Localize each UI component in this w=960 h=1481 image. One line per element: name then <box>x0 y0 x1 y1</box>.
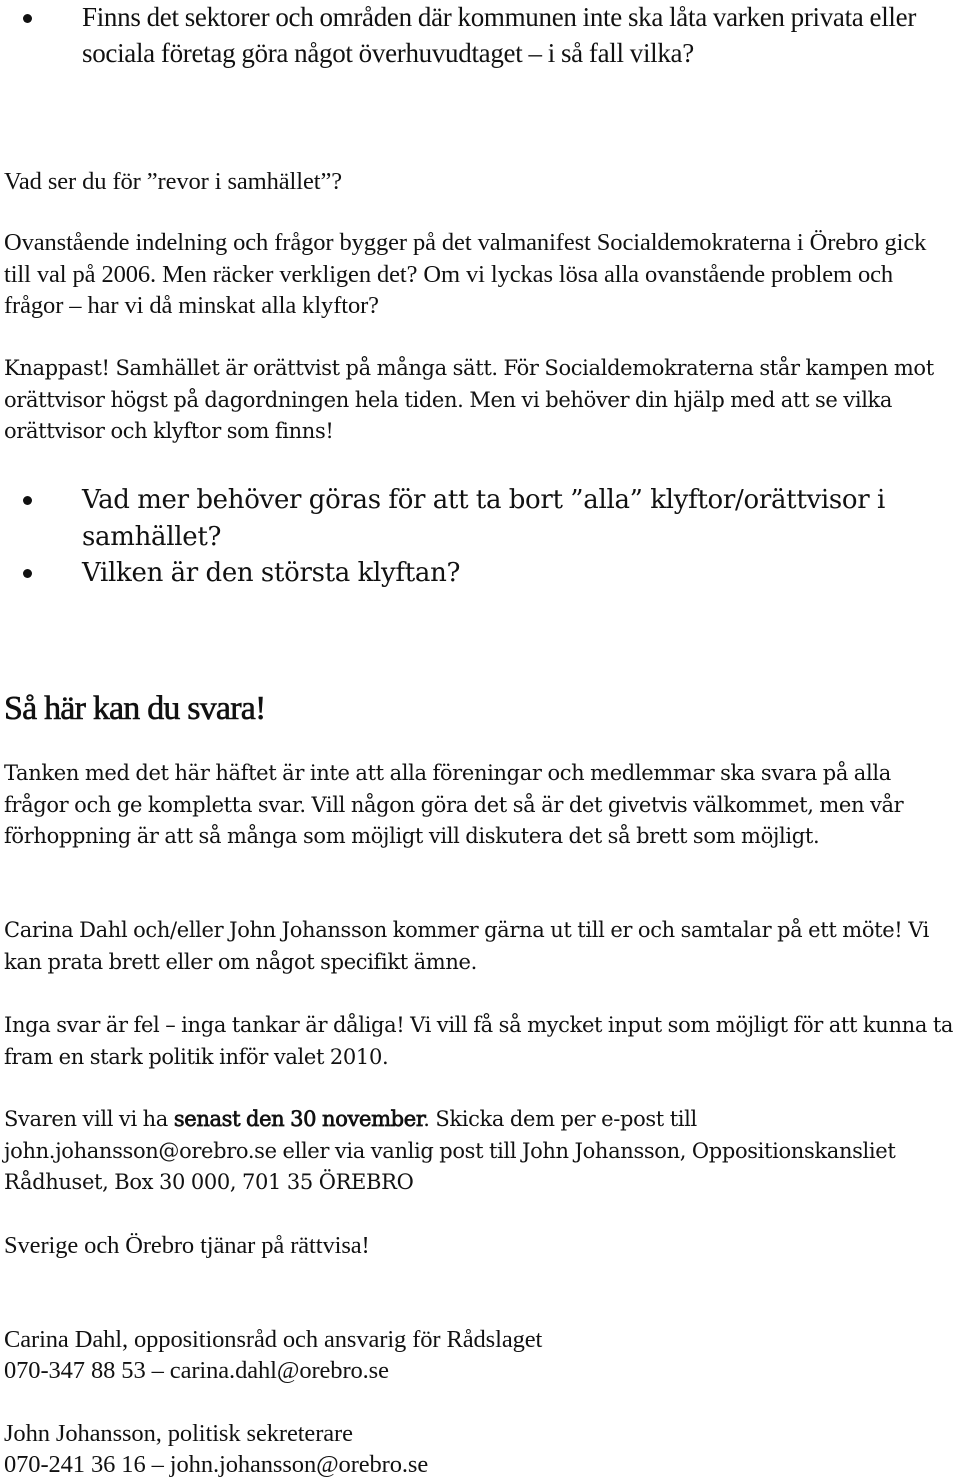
list-item <box>0 0 950 71</box>
deadline-text: . Skicka dem per e-post till john.johansson@orebro.se eller via vanlig post till John Johansson, Oppositionskansliet Rådhuset, Box 30 000, 701 35 ÖREBRO <box>4 1107 896 1194</box>
contact-phone-email: 070-347 88 53 – carina.dahl@orebro.se <box>4 1357 389 1384</box>
paragraph: Knappast! Samhället är orättvist på många sätt. För Socialdemokraterna står kampen mot orättvisor högst på dagordningen hela tiden. Men vi behöver din hjälp med att se vilka orättvisor och klyftor som finns! <box>4 356 934 443</box>
bullet-dot-icon <box>23 14 32 23</box>
question-heading: Vad ser du för ”revor i samhället”? <box>4 168 342 195</box>
paragraph: Inga svar är fel – inga tankar är dåliga! Vi vill få så mycket input som möjligt för att kunna ta fram en stark politik inför valet 2010. <box>4 1013 954 1069</box>
paragraph: Carina Dahl och/eller John Johansson kommer gärna ut till er och samtalar på ett möte! Vi kan prata brett eller om något specifikt ämne. <box>4 918 930 974</box>
bullet-text: Vad mer behöver göras för att ta bort ”alla” klyftor/orättvisor i samhället? <box>82 485 885 552</box>
paragraph: Ovanstående indelning och frågor bygger på det valmanifest Socialdemokraterna i Örebro gick till val på 2006. Men räcker verkligen det? Om vi lyckas lösa alla ovanstående problem och frågor – har vi då minskat alla klyftor? <box>4 229 927 319</box>
question-bullet-list <box>0 482 950 592</box>
section-heading: Så här kan du svara! <box>4 690 266 727</box>
contact-block <box>4 1324 954 1386</box>
list-item <box>0 482 950 555</box>
intro-bullet-list <box>0 0 950 71</box>
contact-block <box>4 1418 954 1480</box>
paragraph: Tanken med det här häftet är inte att alla föreningar och medlemmar ska svara på alla frågor och ge kompletta svar. Vill någon göra det så är det givetvis välkommet, men vår förhoppning är att så många som möjligt vill diskutera det så brett som möjligt. <box>4 761 904 848</box>
contact-name-role: Carina Dahl, oppositionsråd och ansvarig för Rådslaget <box>4 1326 543 1353</box>
contact-name-role: John Johansson, politisk sekreterare <box>4 1420 353 1447</box>
list-item <box>0 555 950 592</box>
contact-phone-email: 070-241 36 16 – john.johansson@orebro.se <box>4 1451 429 1478</box>
deadline-paragraph <box>4 1104 954 1199</box>
deadline-emphasis: senast den 30 november <box>173 1107 424 1131</box>
deadline-text: Svaren vill vi ha <box>4 1107 174 1131</box>
bullet-text: Finns det sektorer och områden där kommunen inte ska låta varken privata eller sociala företag göra något överhuvudtaget – i så fall vilka? <box>82 2 917 68</box>
bullet-text: Vilken är den största klyftan? <box>82 558 461 588</box>
slogan: Sverige och Örebro tjänar på rättvisa! <box>4 1232 370 1259</box>
bullet-dot-icon <box>23 569 32 578</box>
bullet-dot-icon <box>23 496 32 505</box>
